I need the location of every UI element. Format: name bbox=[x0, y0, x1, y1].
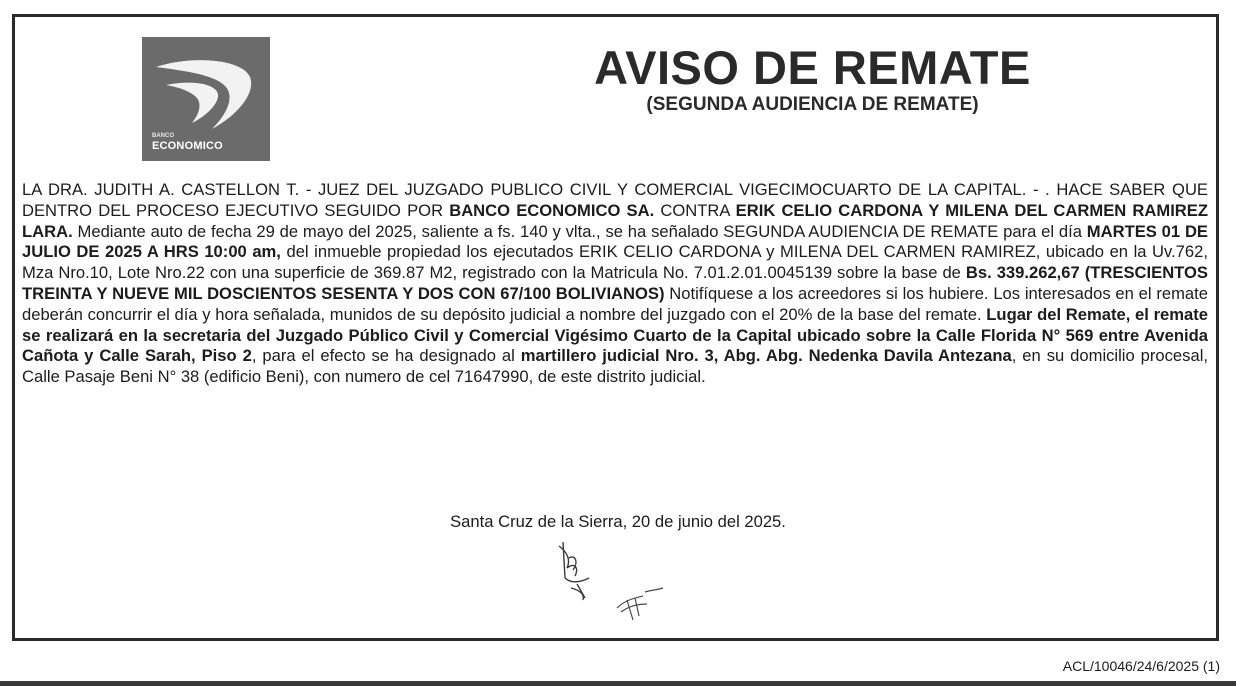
logo-bank-name: ECONOMICO bbox=[152, 140, 223, 152]
notice-text: del inmueble propiedad los ejecutados ERIK CELIO CARDONA y MILENA DEL CARMEN RAMIREZ, ubicado en la Uv.762, Mza Nro.10, Lote Nro.22 con una superficie de 369.87 M2, registrado con la Matricula No. 7.01.2.01.0045139 sobre la base de bbox=[22, 242, 1208, 283]
notice-text: , en su domicilio procesal, Calle Pasaje Beni N° 38 (edificio Beni), con numero de cel 71647990, de este distrito judicial. bbox=[22, 346, 1208, 387]
page-title: AVISO DE REMATE bbox=[594, 41, 1031, 94]
notice-body bbox=[22, 180, 1208, 388]
logo-small-text: BANCO bbox=[152, 133, 174, 139]
auctioneer-name: martillero judicial Nro. 3, Abg. Abg. Nedenka Davila Antezana bbox=[520, 346, 1012, 366]
publication-code: ACL/10046/24/6/2025 (1) bbox=[1062, 658, 1220, 674]
notice-text: Notifíquese a los acreedores si los hubiere. Los interesados en el remate deberán concurrir el día y hora señalada, munidos de su depósito judicial a nombre del juzgado con el 20% de la base del remate. bbox=[22, 283, 1208, 324]
debtor-names: ERIK CELIO CARDONA Y MILENA DEL CARMEN RAMIREZ LARA. bbox=[22, 200, 1208, 241]
creditor-name: BANCO ECONOMICO SA. bbox=[449, 200, 655, 220]
notice-text: Mediante auto de fecha 29 de mayo del 2025, saliente a fs. 140 y vlta., se ha señalado SEGUNDA AUDIENCIA DE REMATE para el día bbox=[72, 221, 1087, 241]
notice-text: , para el efecto se ha designado al bbox=[251, 346, 521, 366]
auction-date: MARTES 01 DE JULIO DE 2025 A HRS 10:00 am, bbox=[22, 221, 1208, 262]
place-date: Santa Cruz de la Sierra, 20 de junio del 2025. bbox=[450, 512, 786, 531]
notice-text: LA DRA. JUDITH A. CASTELLON T. - JUEZ DEL JUZGADO PUBLICO CIVIL Y COMERCIAL VIGECIMOCUARTO DE LA CAPITAL. - . HACE SABER QUE DENTRO DEL PROCESO EJECUTIVO SEGUIDO POR bbox=[22, 180, 1208, 220]
auction-base-amount: Bs. 339.262,67 (TRESCIENTOS TREINTA Y NUEVE MIL DOSCIENTOS SESENTA Y DOS CON 67/100 BOLIVIANOS) bbox=[22, 263, 1208, 303]
page-subtitle: (SEGUNDA AUDIENCIA DE REMATE) bbox=[646, 94, 979, 115]
handwritten-signature bbox=[545, 538, 685, 628]
bank-logo bbox=[142, 37, 270, 161]
bottom-divider bbox=[0, 681, 1236, 686]
auction-location: Lugar del Remate, el remate se realizará en la secretaria del Juzgado Público Civil y Comercial Vigésimo Cuarto de la Capital ubicado sobre la Calle Florida N° 569 entre Avenida Cañota y Calle Sarah, Piso 2 bbox=[22, 304, 1208, 366]
notice-text: CONTRA bbox=[654, 200, 736, 220]
